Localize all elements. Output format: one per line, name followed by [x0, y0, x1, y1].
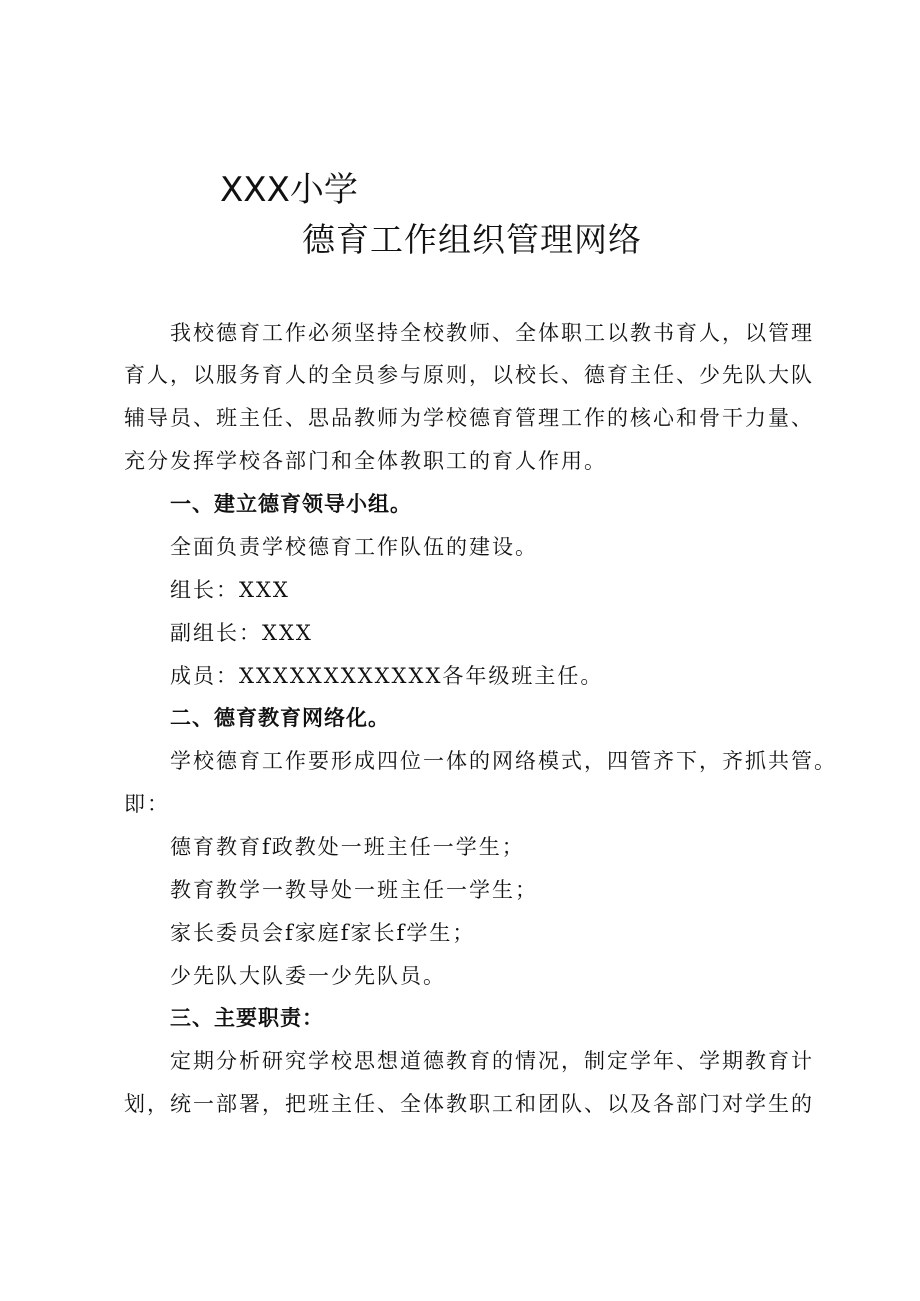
network-description-line-2: 即： [124, 792, 170, 816]
section-1-duty: 全面负责学校德育工作队伍的建设。 [170, 535, 538, 559]
section-1-heading: 一、建立德育领导小组。 [170, 492, 412, 516]
network-item-3: 家长委员会f家庭f家长f学生； [170, 921, 476, 945]
intro-line-3: 辅导员、班主任、思品教师为学校德育管理工作的核心和骨干力量、 [124, 406, 814, 430]
network-item-2: 教育教学一教导处一班主任一学生； [170, 878, 538, 902]
document-title: 德育工作组织管理网络 [302, 220, 642, 259]
section-3-heading: 三、主要职责： [170, 1006, 324, 1030]
school-title: XXX小学 [220, 170, 358, 210]
responsibilities-line-2: 划，统一部署，把班主任、全体教职工和团队、以及各部门对学生的 [124, 1092, 814, 1116]
intro-line-2: 育人，以服务育人的全员参与原则，以校长、德育主任、少先队大队 [124, 363, 814, 387]
leader-line: 组长：XXX [170, 578, 290, 602]
network-item-4: 少先队大队委一少先队员。 [170, 964, 446, 988]
network-item-1: 德育教育f政教处一班主任一学生； [170, 835, 525, 859]
section-2-heading: 二、德育教育网络化。 [170, 706, 390, 730]
intro-line-1: 我校德育工作必须坚持全校教师、全体职工以教书育人，以管理 [170, 321, 814, 345]
intro-line-4: 充分发挥学校各部门和全体教职工的育人作用。 [124, 449, 607, 473]
members-line: 成员：XXXXXXXXXXXX各年级班主任。 [170, 664, 604, 688]
network-description-line-1: 学校德育工作要形成四位一体的网络模式，四管齐下，齐抓共管。 [170, 749, 837, 773]
deputy-leader-line: 副组长：XXX [170, 621, 313, 645]
responsibilities-line-1: 定期分析研究学校思想道德教育的情况，制定学年、学期教育计 [170, 1049, 814, 1073]
